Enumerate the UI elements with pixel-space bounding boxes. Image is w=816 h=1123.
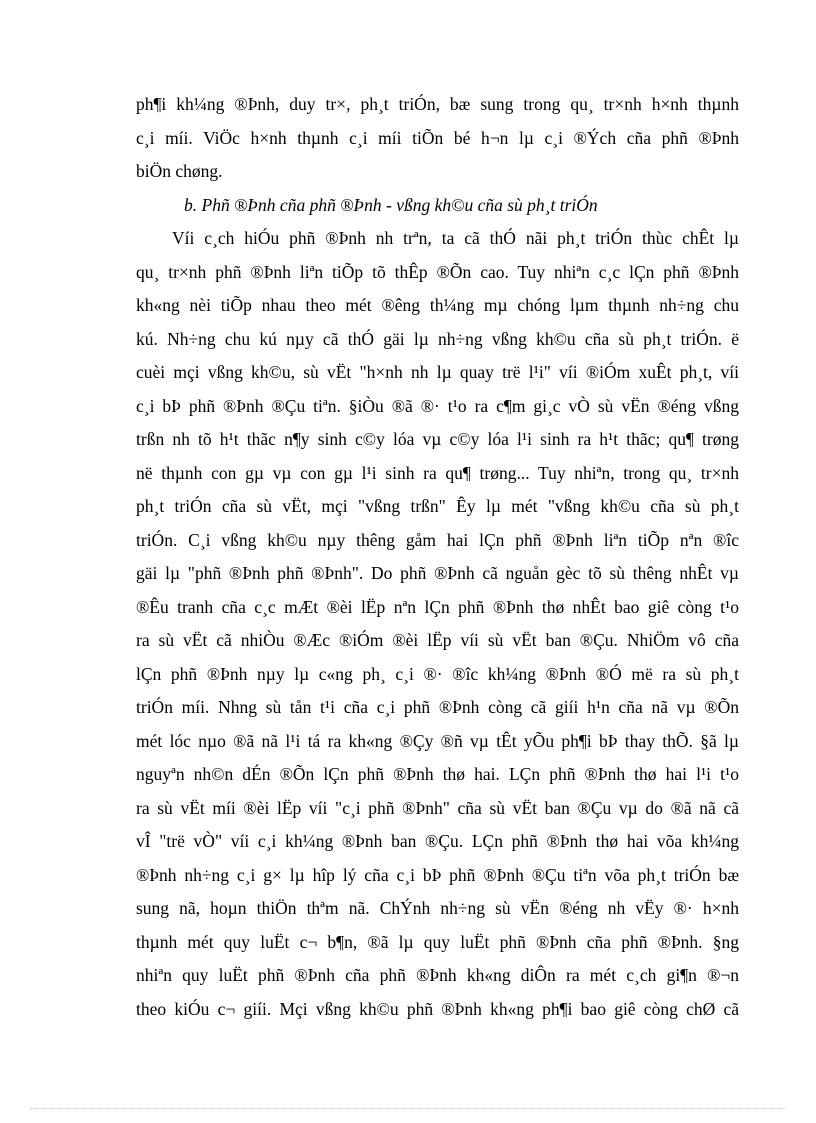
text-line: ph¶i kh¼ng ®Þnh, duy tr×, ph¸t triÓn, bæ sung trong qu¸ tr×nh h×nh thµnh: [136, 94, 739, 114]
text-line: qu¸ tr×nh phñ ®Þnh liªn tiÕp tõ thÊp ®Õn cao. Tuy nhiªn c¸c lÇn phñ ®Þnh: [136, 261, 739, 282]
body-text: [136, 88, 739, 1026]
text-line: thµnh mét quy luËt c¬ b¶n, ®ã lµ quy luËt phñ ®Þnh cña phñ ®Þnh. §ng: [136, 931, 739, 952]
text-line: c¸i bÞ phñ ®Þnh ®Çu tiªn. §iÒu ®ã ®· t¹o ra c¶m gi¸c vÒ sù vËn ®éng vßng: [136, 395, 739, 416]
text-line: nguyªn nh©n dÉn ®Õn lÇn phñ ®Þnh thø hai. LÇn phñ ®Þnh thø hai l¹i t¹o: [136, 764, 739, 784]
text-line: sung nã, hoµn thiÖn thªm nã. ChÝnh nh÷ng sù vËn ®éng nh vËy ®· h×nh: [136, 898, 739, 918]
text-line: gäi lµ "phñ ®Þnh phñ ®Þnh". Do phñ ®Þnh cã nguån gèc tõ sù thêng nhÊt vµ: [136, 563, 739, 583]
text-line: ph¸t triÓn cña sù vËt, mçi "vßng trßn" Êy lµ mét "vßng kh©u cña sù ph¸t: [136, 496, 739, 516]
text-line: cuèi mçi vßng kh©u, sù vËt "h×nh nh lµ quay trë l¹i" víi ®iÓm xuÊt ph¸t, víi: [136, 362, 739, 382]
text-line: c¸i míi. ViÖc h×nh thµnh c¸i míi tiÕn bé h¬n lµ c¸i ®Ých cña phñ ®Þnh: [136, 127, 739, 148]
text-line: trßn nh tõ h¹t thãc n¶y sinh c©y lóa vµ c©y lóa l¹i sinh ra h¹t thãc; qu¶ trøng: [136, 429, 739, 449]
text-line: ®Êu tranh cña c¸c mÆt ®èi lËp nªn lÇn phñ ®Þnh thø nhÊt bao giê còng t¹o: [136, 596, 739, 617]
text-line: ®Þnh nh÷ng c¸i g× lµ hîp lý cña c¸i bÞ phñ ®Þnh ®Çu tiªn võa ph¸t triÓn bæ: [136, 864, 739, 885]
section-heading: b. Phñ ®Þnh cña phñ ®Þnh - vßng kh©u cña sù ph¸t triÓn: [184, 194, 598, 215]
text-line: triÓn. C¸i vßng kh©u nµy thêng gåm hai lÇn phñ ®Þnh liªn tiÕp nªn ®îc: [136, 529, 739, 550]
text-line: theo kiÓu c¬ giíi. Mçi vßng kh©u phñ ®Þnh kh«ng ph¶i bao giê còng chØ cã: [136, 998, 739, 1019]
text-line: në thµnh con gµ vµ con gµ l¹i sinh ra qu¶ trøng... Tuy nhiªn, trong qu¸ tr×nh: [136, 462, 739, 483]
text-line: mét lóc nµo ®ã nã l¹i tá ra kh«ng ®Çy ®ñ vµ tÊt yÕu ph¶i bÞ thay thÕ. §ã lµ: [136, 730, 739, 751]
text-line: Víi c¸ch hiÓu phñ ®Þnh nh trªn, ta cã thÓ nãi ph¸t triÓn thùc chÊt lµ: [172, 228, 739, 248]
text-line: kú. Nh÷ng chu kú nµy cã thÓ gäi lµ nh÷ng vßng kh©u cña sù ph¸t triÓn. ë: [136, 328, 739, 349]
text-line: nhiªn quy luËt phñ ®Þnh cña phñ ®Þnh kh«ng diÔn ra mét c¸ch gi¶n ®¬n: [136, 965, 739, 985]
text-line: ra sù vËt cã nhiÒu ®Æc ®iÓm ®èi lËp víi sù vËt ban ®Çu. NhiÖm vô cña: [136, 630, 739, 650]
text-line: biÖn chøng.: [136, 161, 223, 181]
text-line: kh«ng nèi tiÕp nhau theo mét ®êng th¼ng mµ chóng lµm thµnh nh÷ng chu: [136, 295, 739, 315]
text-line: ra sù vËt míi ®èi lËp víi "c¸i phñ ®Þnh" cña sù vËt ban ®Çu vµ do ®ã nã cã: [136, 797, 739, 818]
text-line: lÇn phñ ®Þnh nµy lµ c«ng ph¸ c¸i ®· ®îc kh¼ng ®Þnh ®Ó më ra sù ph¸t: [136, 663, 739, 684]
text-line: triÓn míi. Nhng sù tån t¹i cña c¸i phñ ®Þnh còng cã giíi h¹n cña nã vµ ®Õn: [136, 697, 739, 717]
page-bottom-divider: [30, 1108, 786, 1109]
text-line: vÎ "trë vÒ" víi c¸i kh¼ng ®Þnh ban ®Çu. LÇn phñ ®Þnh thø hai võa kh¼ng: [136, 831, 739, 851]
